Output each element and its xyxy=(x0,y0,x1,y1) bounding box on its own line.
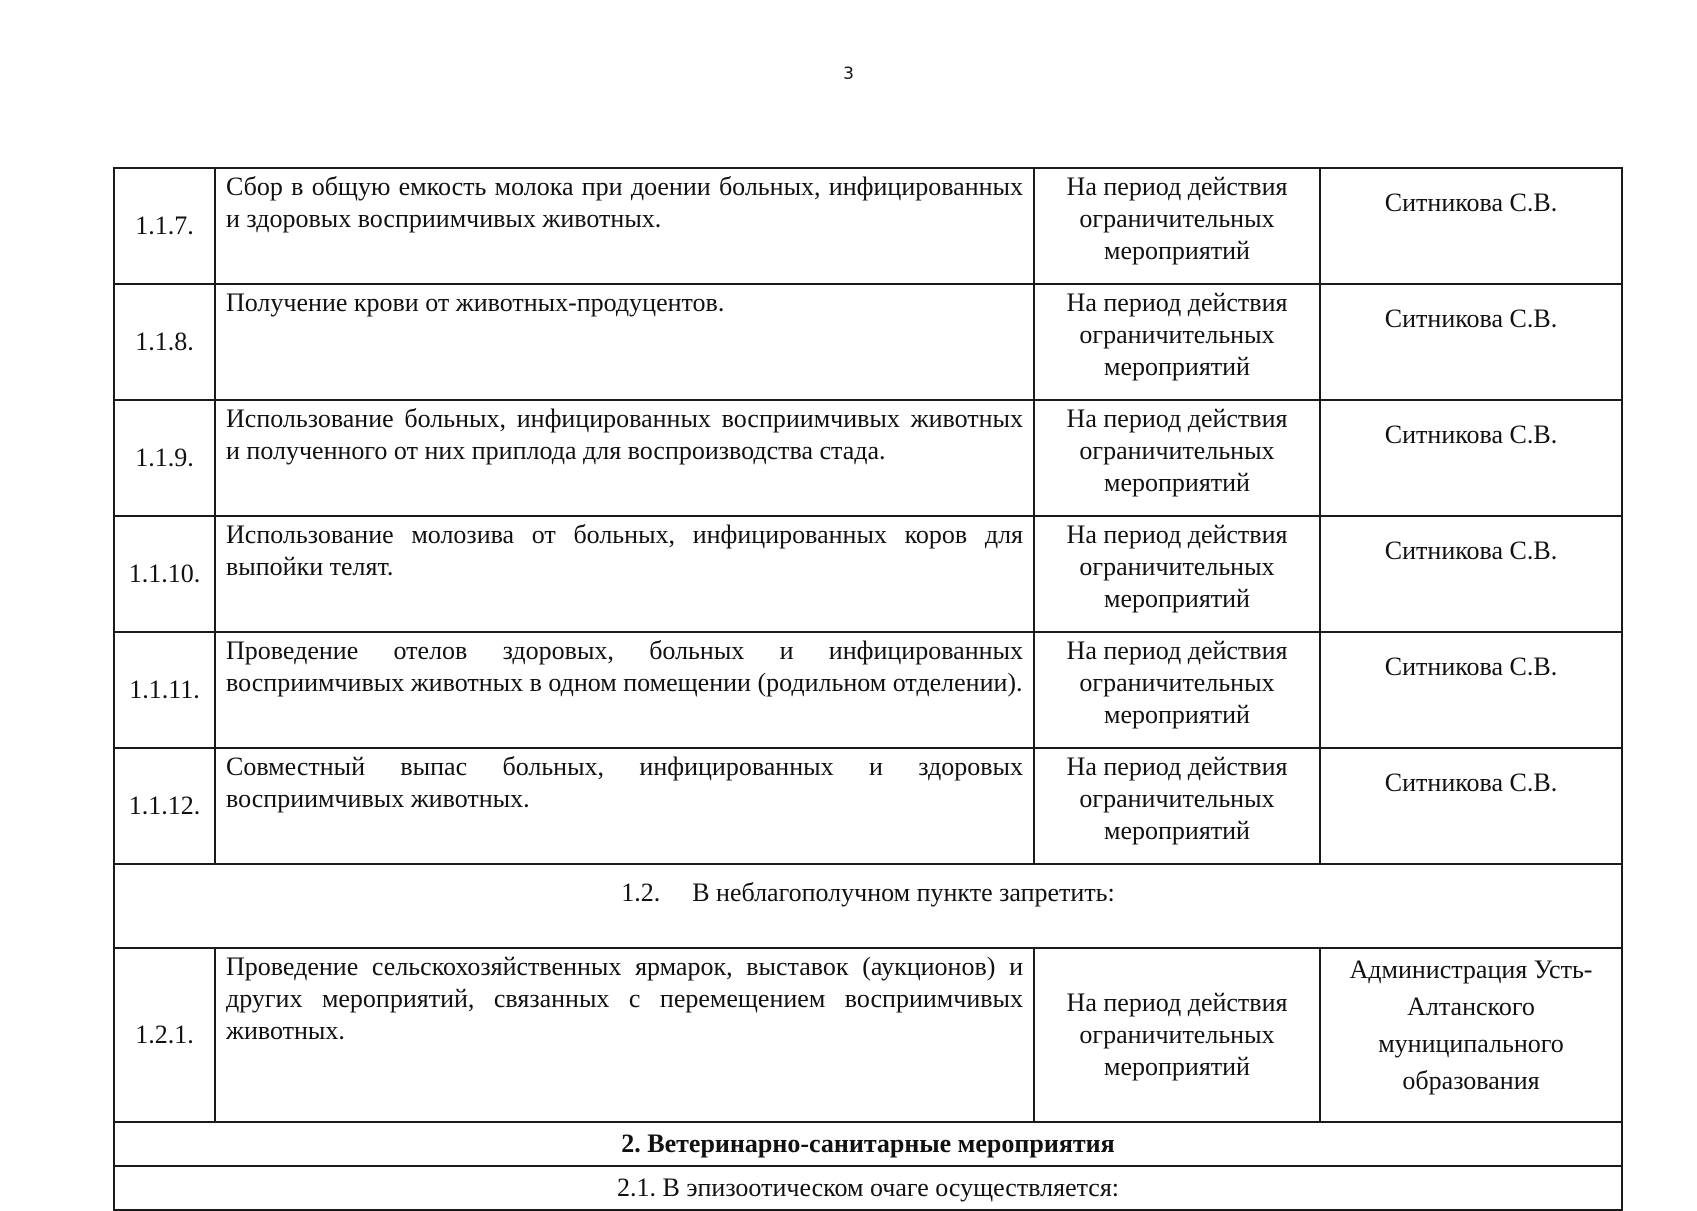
responsible-person: Ситникова С.В. xyxy=(1320,168,1622,284)
term-cell xyxy=(1034,400,1320,516)
measure-description: Использование больных, инфицированных восприимчивых животных и полученного от них приплода для воспроизводства стада. xyxy=(215,400,1034,516)
responsible-line: Администрация Усть- xyxy=(1349,955,1593,984)
measure-description: Использование молозива от больных, инфицированных коров для выпойки телят. xyxy=(215,516,1034,632)
section-row xyxy=(114,1122,1622,1166)
term-line: ограничительных xyxy=(1079,436,1275,465)
subsection-row xyxy=(114,864,1622,948)
table-row xyxy=(114,168,1622,284)
term-line: На период действия xyxy=(1066,752,1288,781)
term-line: ограничительных xyxy=(1079,784,1275,813)
term-line: На период действия xyxy=(1066,988,1288,1017)
item-number: 1.1.8. xyxy=(114,284,215,400)
term-line: На период действия xyxy=(1066,636,1288,665)
subsection-number: 1.2. xyxy=(621,878,661,907)
measure-description: Получение крови от животных-продуцентов. xyxy=(215,284,1034,400)
term-line: ограничительных xyxy=(1079,552,1275,581)
subsection-heading: 2.1. В эпизоотическом очаге осуществляется: xyxy=(114,1166,1622,1210)
subsection-heading xyxy=(114,864,1622,948)
section-heading: 2. Ветеринарно-санитарные мероприятия xyxy=(114,1122,1622,1166)
subsection-text: В неблагополучном пункте запретить: xyxy=(692,878,1115,907)
term-line: ограничительных xyxy=(1079,204,1275,233)
term-cell xyxy=(1034,632,1320,748)
table-row xyxy=(114,632,1622,748)
responsible-organization xyxy=(1320,948,1622,1122)
table-row xyxy=(114,284,1622,400)
section-row xyxy=(114,1166,1622,1210)
page-number: 3 xyxy=(843,64,854,84)
term-line: мероприятий xyxy=(1104,816,1250,845)
term-line: мероприятий xyxy=(1104,468,1250,497)
term-cell xyxy=(1034,168,1320,284)
responsible-person: Ситникова С.В. xyxy=(1320,400,1622,516)
responsible-person: Ситникова С.В. xyxy=(1320,516,1622,632)
responsible-line: образования xyxy=(1402,1066,1540,1095)
term-line: мероприятий xyxy=(1104,352,1250,381)
responsible-person: Ситникова С.В. xyxy=(1320,748,1622,864)
term-line: мероприятий xyxy=(1104,1052,1250,1081)
term-line: ограничительных xyxy=(1079,320,1275,349)
term-cell xyxy=(1034,748,1320,864)
responsible-person: Ситникова С.В. xyxy=(1320,284,1622,400)
responsible-line: Алтанского xyxy=(1407,992,1535,1021)
measure-description: Сбор в общую емкость молока при доении больных, инфицированных и здоровых восприимчивых животных. xyxy=(215,168,1034,284)
term-line: мероприятий xyxy=(1104,236,1250,265)
term-cell xyxy=(1034,284,1320,400)
item-number: 1.1.7. xyxy=(114,168,215,284)
measure-description: Проведение сельскохозяйственных ярмарок, выставок (аукционов) и других мероприятий, связанных с перемещением восприимчивых животных. xyxy=(215,948,1034,1122)
measure-description: Совместный выпас больных, инфицированных и здоровых восприимчивых животных. xyxy=(215,748,1034,864)
item-number: 1.1.10. xyxy=(114,516,215,632)
term-line: На период действия xyxy=(1066,520,1288,549)
term-line: На период действия xyxy=(1066,288,1288,317)
table-row xyxy=(114,516,1622,632)
measures-table xyxy=(113,167,1623,1211)
term-line: мероприятий xyxy=(1104,700,1250,729)
item-number: 1.2.1. xyxy=(114,948,215,1122)
term-line: На период действия xyxy=(1066,404,1288,433)
responsible-person: Ситникова С.В. xyxy=(1320,632,1622,748)
term-line: На период действия xyxy=(1066,172,1288,201)
table-row xyxy=(114,748,1622,864)
term-line: ограничительных xyxy=(1079,1020,1275,1049)
measure-description: Проведение отелов здоровых, больных и инфицированных восприимчивых животных в одном помещении (родильном отделении). xyxy=(215,632,1034,748)
item-number: 1.1.12. xyxy=(114,748,215,864)
table-row xyxy=(114,948,1622,1122)
table-row xyxy=(114,400,1622,516)
item-number: 1.1.9. xyxy=(114,400,215,516)
term-line: ограничительных xyxy=(1079,668,1275,697)
term-line: мероприятий xyxy=(1104,584,1250,613)
term-cell xyxy=(1034,516,1320,632)
responsible-line: муниципального xyxy=(1378,1029,1564,1058)
term-cell xyxy=(1034,948,1320,1122)
item-number: 1.1.11. xyxy=(114,632,215,748)
